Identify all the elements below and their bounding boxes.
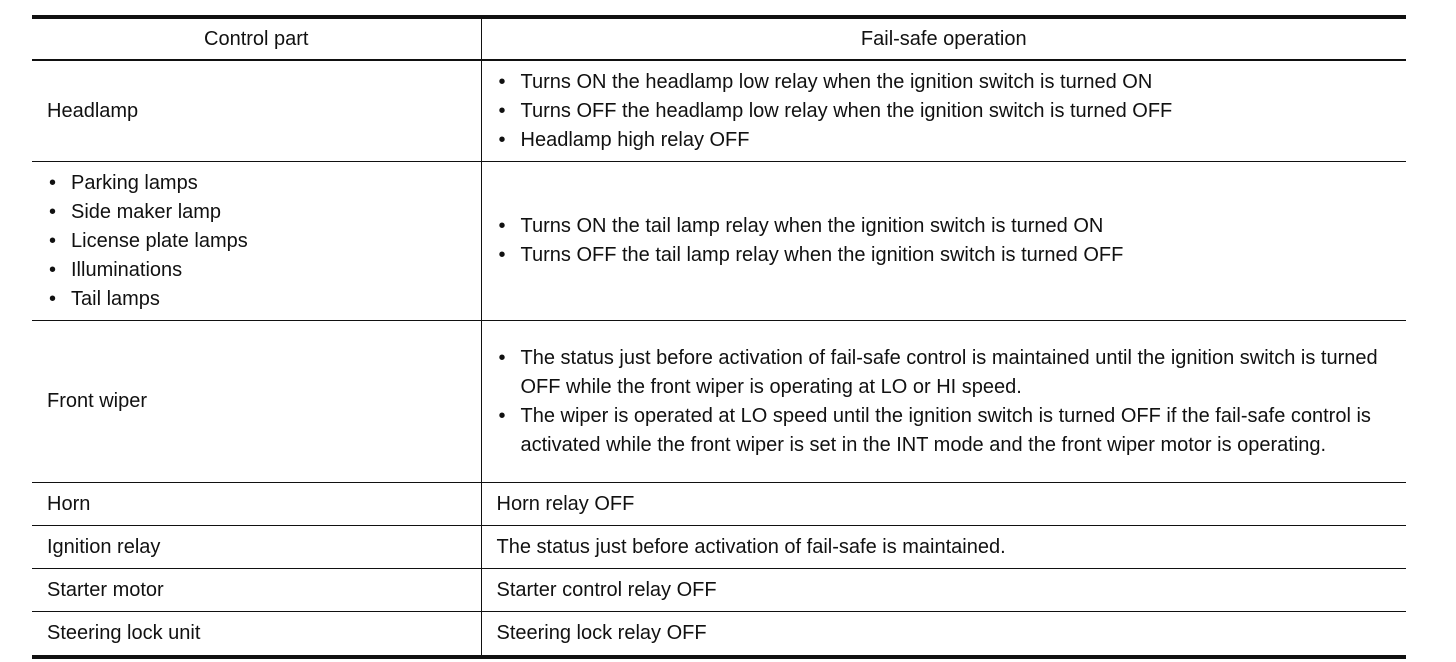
control-text: Ignition relay bbox=[47, 535, 161, 558]
table-row bbox=[32, 526, 1406, 569]
table-row bbox=[32, 483, 1406, 526]
table-row bbox=[32, 612, 1406, 658]
control-cell bbox=[32, 321, 481, 483]
control-cell bbox=[32, 612, 481, 658]
control-text: Front wiper bbox=[47, 390, 148, 412]
list-item: • Turns OFF the headlamp low relay when the ignition switch is turned OFF bbox=[497, 97, 1397, 126]
operation-cell bbox=[481, 162, 1406, 321]
control-cell bbox=[32, 162, 481, 321]
operation-cell bbox=[481, 526, 1406, 569]
fail-safe-table-container bbox=[32, 15, 1406, 659]
table-row bbox=[32, 321, 1406, 483]
operation-cell bbox=[481, 321, 1406, 483]
list-item: • Turns ON the headlamp low relay when the ignition switch is turned ON bbox=[497, 68, 1397, 97]
list-item: • The status just before activation of fail-safe control is maintained until the ignition switch is turned OFF while the front wiper is operating at LO or HI speed. bbox=[497, 344, 1397, 402]
control-text: Horn bbox=[47, 492, 91, 515]
control-text: Steering lock unit bbox=[47, 622, 201, 644]
list-item: • Tail lamps bbox=[47, 285, 471, 314]
control-cell bbox=[32, 569, 481, 612]
list-item: • The wiper is operated at LO speed until the ignition switch is turned OFF if the fail-safe control is activated while the front wiper is set in the INT mode and the front wiper motor is operating. bbox=[497, 402, 1397, 460]
fail-safe-table bbox=[32, 15, 1406, 659]
operation-text: Starter control relay OFF bbox=[496, 578, 717, 601]
table-header-row bbox=[32, 17, 1406, 60]
control-cell bbox=[32, 60, 481, 162]
table-row bbox=[32, 162, 1406, 321]
operation-cell bbox=[481, 60, 1406, 162]
list-item: • Side maker lamp bbox=[47, 198, 471, 227]
operation-text: Steering lock relay OFF bbox=[496, 622, 707, 644]
list-item: • License plate lamps bbox=[47, 227, 471, 256]
operation-list bbox=[497, 344, 1397, 460]
table-row bbox=[32, 60, 1406, 162]
list-item: • Turns OFF the tail lamp relay when the ignition switch is turned OFF bbox=[497, 241, 1397, 270]
list-item: • Headlamp high relay OFF bbox=[497, 126, 1397, 155]
operation-cell bbox=[481, 483, 1406, 526]
control-cell bbox=[32, 526, 481, 569]
control-cell bbox=[32, 483, 481, 526]
control-text: Headlamp bbox=[47, 99, 139, 122]
control-text: Starter motor bbox=[47, 578, 164, 601]
operation-cell bbox=[481, 569, 1406, 612]
header-fail-safe-operation: Fail-safe operation bbox=[481, 17, 1406, 60]
list-item: • Parking lamps bbox=[47, 169, 471, 198]
header-control-part: Control part bbox=[32, 17, 481, 60]
operation-text: The status just before activation of fail-safe is maintained. bbox=[496, 535, 1006, 558]
operation-list bbox=[497, 212, 1397, 270]
list-item: • Illuminations bbox=[47, 256, 471, 285]
operation-list bbox=[497, 68, 1397, 155]
operation-text: Horn relay OFF bbox=[496, 492, 635, 515]
table-row bbox=[32, 569, 1406, 612]
operation-cell bbox=[481, 612, 1406, 658]
list-item: • Turns ON the tail lamp relay when the ignition switch is turned ON bbox=[497, 212, 1397, 241]
control-list bbox=[47, 169, 471, 314]
